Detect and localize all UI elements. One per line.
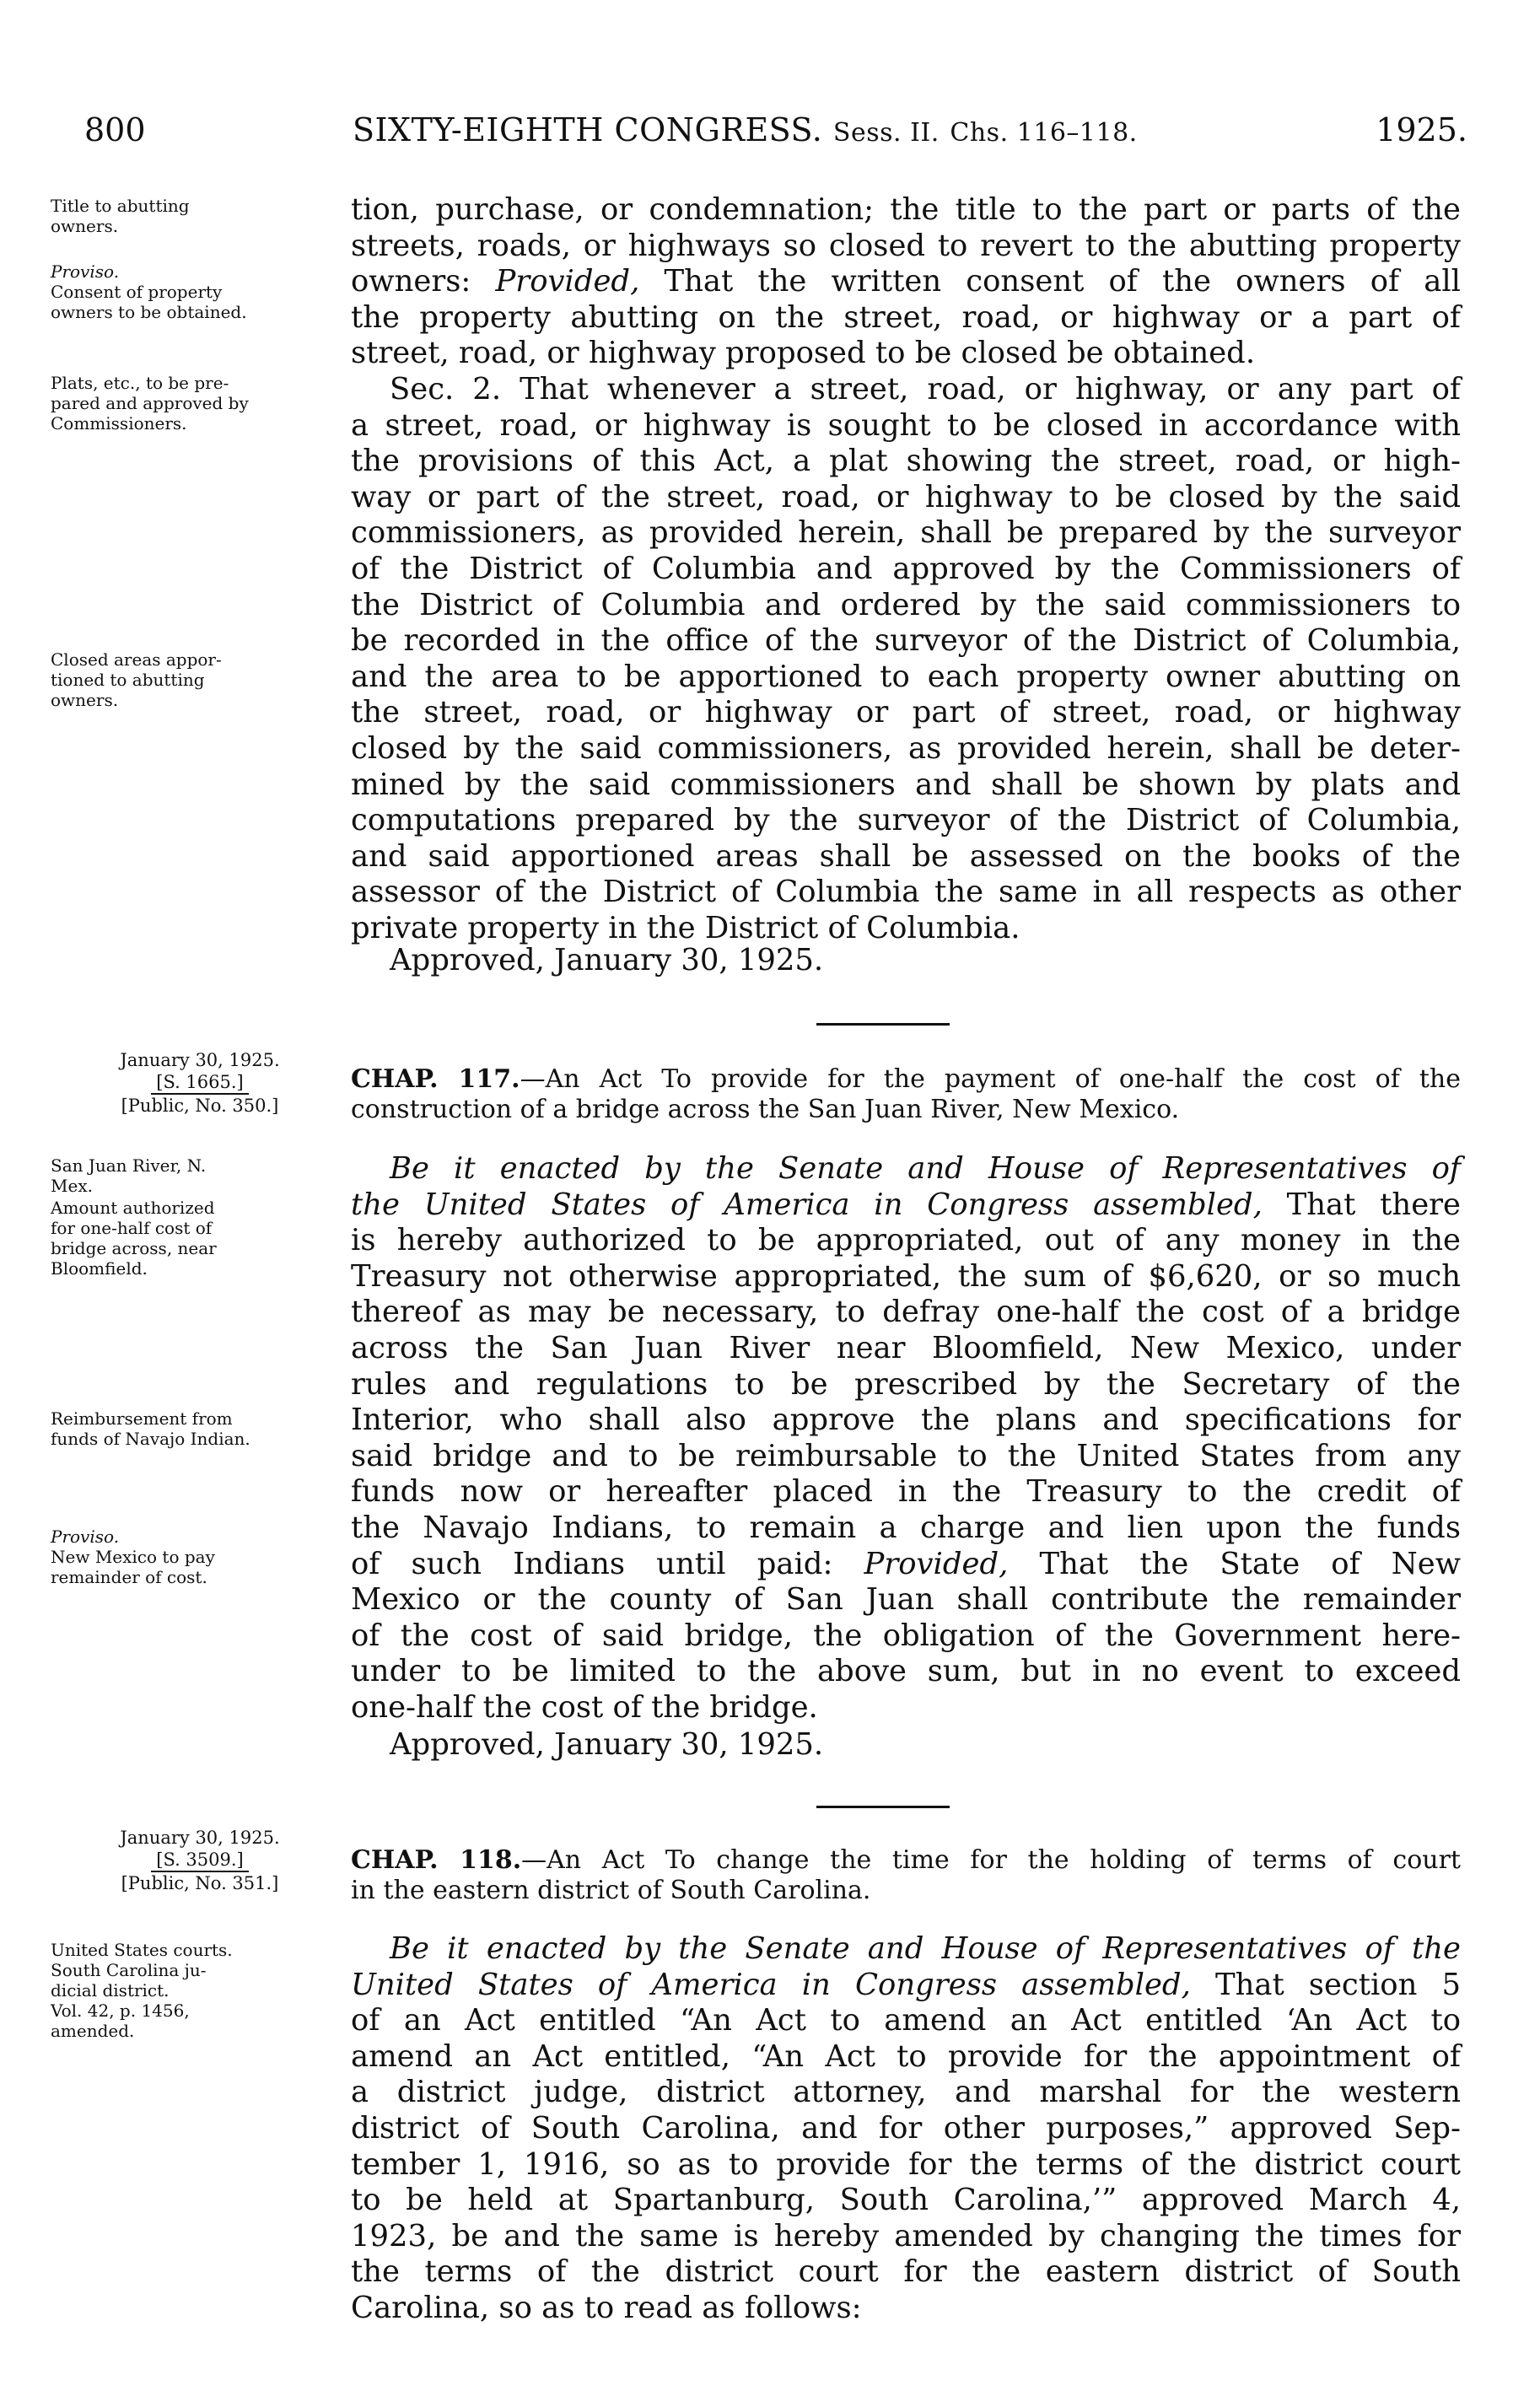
margin-line: amended. xyxy=(51,2021,135,2041)
text-line: Treasury not otherwise appropriated, the sum of $6,620, or so much xyxy=(351,1258,1461,1294)
margin-note-plats xyxy=(51,373,342,433)
margin-line: United States courts. xyxy=(51,1940,233,1960)
chapter-label: CHAP. 118. xyxy=(351,1845,522,1875)
chap117-date-block xyxy=(61,1049,339,1117)
text-line: and said apportioned areas shall be assessed on the books of the xyxy=(351,838,1461,874)
margin-line: pared and approved by xyxy=(51,393,249,413)
text-line: streets, roads, or highways so closed to revert to the abutting property xyxy=(351,228,1461,263)
margin-line: New Mexico to pay xyxy=(51,1547,215,1567)
margin-line: Vol. 42, p. 1456, xyxy=(51,2000,190,2021)
text-line: computations prepared by the surveyor of the District of Columbia, xyxy=(351,803,1461,838)
margin-line: South Carolina ju- xyxy=(51,1960,207,1980)
margin-line: Commissioners. xyxy=(51,413,187,433)
text-line: closed by the said commissioners, as provided herein, shall be deter- xyxy=(351,730,1461,766)
text-line: thereof as may be necessary, to defray one-half the cost of a bridge xyxy=(351,1295,1461,1330)
enacting-clause: Be it enacted by the Senate and House of Representatives of xyxy=(390,1151,1461,1186)
chap-title-line xyxy=(351,1064,1461,1095)
session-label: Sess. II. xyxy=(832,118,940,148)
text-line: the terms of the district court for the eastern district of South xyxy=(351,2254,1461,2290)
text-line: amend an Act entitled, “An Act to provide for the appointment of xyxy=(351,2038,1461,2074)
text-line: the District of Columbia and ordered by the said commissioners to xyxy=(351,587,1461,622)
margin-line: for one-half cost of xyxy=(51,1218,213,1238)
text-line: the United States of America in Congress assembled, That there xyxy=(351,1187,1461,1222)
section-divider xyxy=(816,1806,950,1808)
senate-bill-number: [S. 3509.] xyxy=(151,1849,249,1872)
margin-note-closed xyxy=(51,649,342,710)
margin-line: Bloomfield. xyxy=(51,1258,148,1279)
margin-line: Consent of property xyxy=(51,282,223,302)
margin-line: Reimbursement from xyxy=(51,1408,233,1429)
header-year: 1925. xyxy=(1376,111,1467,148)
text-line: a district judge, district attorney, and marshal for the western xyxy=(351,2075,1461,2110)
margin-line: Plats, etc., to be pre- xyxy=(51,373,229,393)
text-line: and the area to be apportioned to each property owner abutting on xyxy=(351,659,1461,694)
chap118-date-block xyxy=(61,1827,339,1894)
approval-date: Approved, January 30, 1925. xyxy=(390,1727,824,1762)
text-line: funds now or hereafter placed in the Treasury to the credit of xyxy=(351,1474,1461,1510)
text-line: across the San Juan River near Bloomfield, New Mexico, under xyxy=(351,1330,1461,1365)
enactment-date: January 30, 1925. xyxy=(120,1050,280,1070)
text-line: the property abutting on the street, road, or highway or a part of xyxy=(351,299,1461,335)
margin-line: Closed areas appor- xyxy=(51,649,222,670)
text-line: Carolina, so as to read as follows: xyxy=(351,2290,862,2325)
text-line: of such Indians until paid: Provided, That the State of New xyxy=(351,1546,1461,1581)
margin-line: bridge across, near xyxy=(51,1238,217,1258)
chap-title-line: construction of a bridge across the San Juan River, New Mexico. xyxy=(351,1095,1180,1124)
text-line: the street, road, or highway or part of street, road, or highway xyxy=(351,695,1461,730)
text-line: United States of America in Congress assembled, That section 5 xyxy=(351,1967,1462,2002)
text-line: be recorded in the office of the surveyor of the District of Columbia, xyxy=(351,623,1461,659)
text-line: the provisions of this Act, a plat showing the street, road, or high- xyxy=(351,444,1461,479)
margin-line: Mex. xyxy=(51,1176,93,1196)
text-line: way or part of the street, road, or highway to be closed by the said xyxy=(351,479,1461,514)
running-title xyxy=(353,111,1138,148)
senate-bill-number: [S. 1665.] xyxy=(151,1071,249,1095)
margin-note-amount xyxy=(51,1198,342,1279)
margin-line: owners. xyxy=(51,690,119,710)
text-line: Sec. 2. That whenever a street, road, or highway, or any part of xyxy=(390,371,1461,407)
text-line: of the District of Columbia and approved by the Commissioners of xyxy=(351,551,1461,586)
provided-word: Provided, xyxy=(864,1546,1009,1581)
text-line: of an Act entitled “An Act to amend an Act entitled ‘An Act to xyxy=(351,2003,1461,2038)
provided-word: Provided, xyxy=(495,264,640,299)
margin-line: Title to abutting xyxy=(51,196,190,216)
chap117-text xyxy=(351,1151,1461,1726)
chap-title-text: —An Act To change the time for the holding of terms of court xyxy=(521,1845,1461,1875)
proviso-label: Proviso. xyxy=(51,1527,120,1547)
enactment-date: January 30, 1925. xyxy=(120,1828,280,1848)
chap-title-line: in the eastern district of South Carolina. xyxy=(351,1876,871,1905)
margin-line: dicial district. xyxy=(51,1980,170,2000)
chap118-text xyxy=(351,1931,1461,2327)
text-line: is hereby authorized to be appropriated, out of any money in the xyxy=(351,1223,1461,1258)
margin-line: owners to be obtained. xyxy=(51,302,247,322)
text-line: of the cost of said bridge, the obligation of the Government here- xyxy=(351,1618,1461,1653)
text-line: rules and regulations to be prescribed by the Secretary of the xyxy=(351,1366,1461,1402)
text-line: owners: Provided, That the written consent of the owners of all xyxy=(351,264,1461,299)
text-line: tember 1, 1916, so as to provide for the terms of the district court xyxy=(351,2146,1461,2182)
enacting-clause: Be it enacted by the Senate and House of Representatives of the xyxy=(390,1931,1461,1966)
public-law-number: [Public, No. 350.] xyxy=(121,1096,279,1116)
chap-title-text: —An Act To provide for the payment of one-half the cost of the xyxy=(520,1064,1461,1094)
margin-note-courts xyxy=(51,1940,342,2041)
margin-note-reimbursement xyxy=(51,1408,342,1449)
text-line: street, road, or highway proposed to be closed be obtained. xyxy=(351,336,1256,371)
text-line: the Navajo Indians, to remain a charge and lien upon the funds xyxy=(351,1510,1461,1545)
approval-date: Approved, January 30, 1925. xyxy=(390,943,824,977)
text-line: under to be limited to the above sum, but in no event to exceed xyxy=(351,1654,1461,1689)
text-line: district of South Carolina, and for other purposes,” approved Sep- xyxy=(351,2110,1461,2146)
margin-note-place xyxy=(51,1155,342,1196)
text-line: one-half the cost of the bridge. xyxy=(351,1689,818,1725)
margin-line: San Juan River, N. xyxy=(51,1155,207,1176)
text-line: to be held at Spartanburg, South Carolina,’” approved March 4, xyxy=(351,2183,1461,2218)
text-line: tion, purchase, or condemnation; the title to the part or parts of the xyxy=(351,192,1461,227)
text-line: private property in the District of Columbia. xyxy=(351,910,1020,945)
chap-title-line xyxy=(351,1845,1461,1876)
margin-note-new-mexico xyxy=(51,1527,342,1587)
text-line: Interior, who shall also approve the plans and specifications for xyxy=(351,1403,1461,1438)
text-line: said bridge and to be reimbursable to the United States from any xyxy=(351,1438,1461,1473)
margin-line: funds of Navajo Indian. xyxy=(51,1429,250,1449)
running-header xyxy=(84,111,1467,162)
text-line: Mexico or the county of San Juan shall contribute the remainder xyxy=(351,1582,1461,1618)
margin-line: remainder of cost. xyxy=(51,1567,207,1587)
section-divider xyxy=(816,1023,950,1026)
congress-title: SIXTY-EIGHTH CONGRESS. xyxy=(353,111,823,148)
proviso-label: Proviso. xyxy=(51,261,120,282)
chap118-heading xyxy=(351,1845,1461,1906)
margin-note-title xyxy=(51,196,342,236)
text-line: mined by the said commissioners and shall be shown by plats and xyxy=(351,767,1461,802)
margin-line: Amount authorized xyxy=(51,1198,215,1218)
chapters-label: Chs. 116–118. xyxy=(950,118,1138,148)
chap117-heading xyxy=(351,1064,1461,1125)
margin-note-consent xyxy=(51,261,342,322)
margin-line: tioned to abutting xyxy=(51,670,205,690)
margin-line: owners. xyxy=(51,216,119,236)
text-line: assessor of the District of Columbia the same in all respects as other xyxy=(351,875,1461,910)
page-number: 800 xyxy=(84,111,146,148)
public-law-number: [Public, No. 351.] xyxy=(121,1873,279,1893)
text-line: a street, road, or highway is sought to be closed in accordance with xyxy=(351,407,1461,443)
chapter-label: CHAP. 117. xyxy=(351,1064,520,1094)
text-line: commissioners, as provided herein, shall be prepared by the surveyor xyxy=(351,515,1461,551)
enacting-clause-2: the United States of America in Congress assembled, xyxy=(351,1187,1263,1222)
section-2-text xyxy=(351,192,1461,946)
enacting-clause-2: United States of America in Congress assembled, xyxy=(351,1967,1191,2002)
text-line: 1923, be and the same is hereby amended by changing the times for xyxy=(351,2218,1461,2254)
